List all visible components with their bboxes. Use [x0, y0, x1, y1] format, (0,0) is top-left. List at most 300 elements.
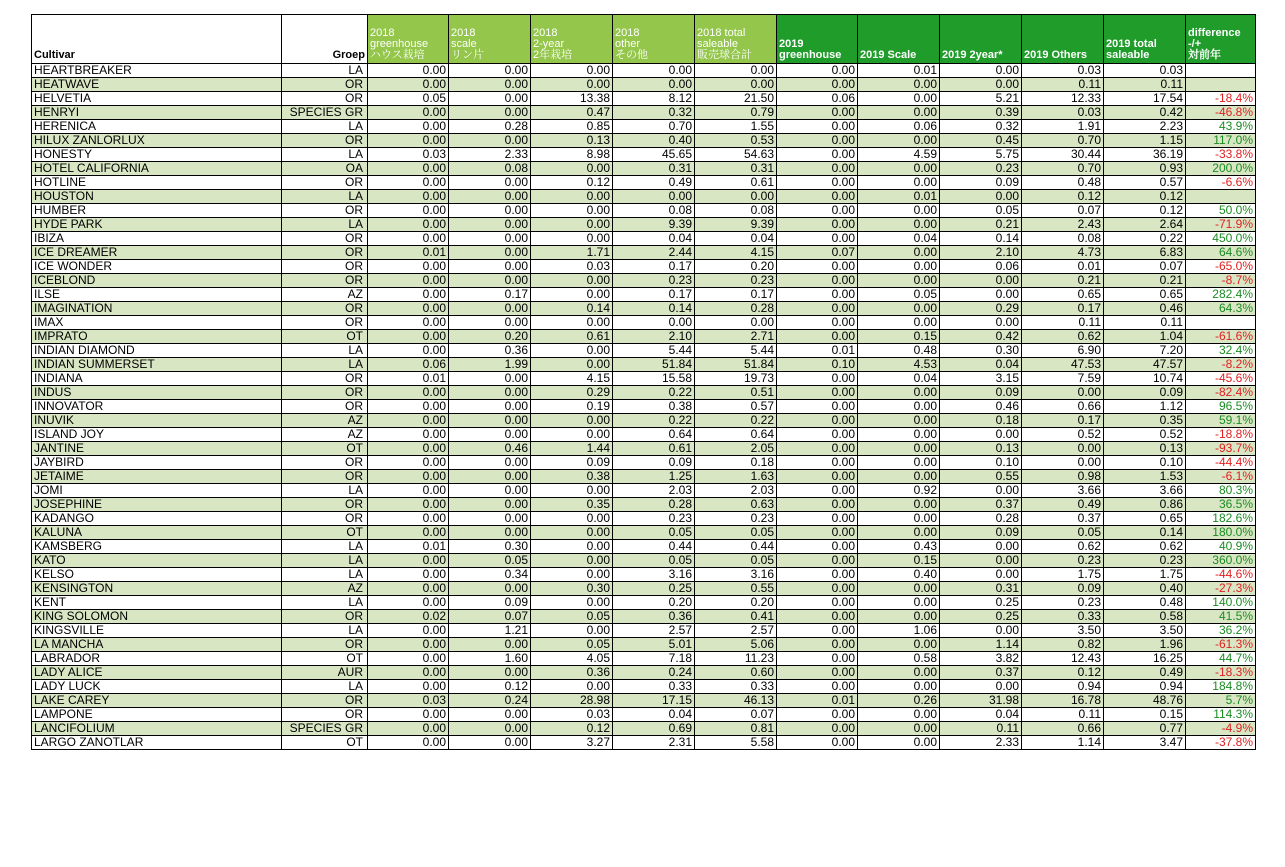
table-row — [32, 176, 1256, 190]
cell-2018-total: 0.61 — [695, 176, 777, 190]
cell-2018-total: 3.16 — [695, 568, 777, 582]
cell-2018-total: 2.05 — [695, 442, 777, 456]
cell-2019-greenhouse: 0.00 — [777, 484, 858, 498]
cell-2019-greenhouse: 0.00 — [777, 218, 858, 232]
cell-cultivar: HONESTY — [32, 148, 282, 162]
cell-2018-greenhouse: 0.00 — [368, 78, 449, 92]
cell-2019-greenhouse: 0.00 — [777, 512, 858, 526]
cell-2018-scale: 1.60 — [449, 652, 531, 666]
cell-2018-scale: 0.00 — [449, 316, 531, 330]
cell-2019-2year: 31.98 — [940, 694, 1022, 708]
cell-2018-2year: 0.13 — [531, 134, 613, 148]
cell-2018-total: 54.63 — [695, 148, 777, 162]
cell-2018-scale: 0.00 — [449, 190, 531, 204]
cell-2019-others: 0.00 — [1022, 386, 1104, 400]
cell-2019-greenhouse: 0.00 — [777, 610, 858, 624]
cell-2019-2year: 0.10 — [940, 456, 1022, 470]
cell-cultivar: LADY LUCK — [32, 680, 282, 694]
table-row — [32, 134, 1256, 148]
cell-2018-greenhouse: 0.03 — [368, 694, 449, 708]
cell-difference: 32.4% — [1186, 344, 1256, 358]
cell-2019-scale: 0.00 — [858, 218, 940, 232]
cell-cultivar: INDIAN DIAMOND — [32, 344, 282, 358]
cell-groep: OR — [282, 400, 368, 414]
cell-2018-2year: 0.09 — [531, 456, 613, 470]
table-row — [32, 344, 1256, 358]
cell-groep: OR — [282, 92, 368, 106]
cell-2018-total: 5.58 — [695, 736, 777, 750]
cell-2019-2year: 0.00 — [940, 190, 1022, 204]
cell-2019-total: 1.15 — [1104, 134, 1186, 148]
cell-2018-2year: 0.00 — [531, 288, 613, 302]
header-line: 2019 Others — [1024, 49, 1087, 61]
cell-2019-2year: 0.42 — [940, 330, 1022, 344]
cell-2019-greenhouse: 0.00 — [777, 624, 858, 638]
cell-2018-2year: 0.00 — [531, 540, 613, 554]
cell-2019-scale: 1.06 — [858, 624, 940, 638]
cell-2019-greenhouse: 0.00 — [777, 666, 858, 680]
table-row — [32, 498, 1256, 512]
cell-2018-greenhouse: 0.00 — [368, 176, 449, 190]
cell-cultivar: INDIAN SUMMERSET — [32, 358, 282, 372]
header-line: -/+ — [1188, 38, 1202, 50]
header-line: 2年栽培 — [533, 49, 573, 61]
cell-2018-greenhouse: 0.00 — [368, 232, 449, 246]
header-line: difference — [1188, 27, 1241, 39]
cell-groep: OT — [282, 526, 368, 540]
cell-2018-other: 0.00 — [613, 64, 695, 78]
cell-2018-total: 0.33 — [695, 680, 777, 694]
cell-difference: 40.9% — [1186, 540, 1256, 554]
table-row — [32, 148, 1256, 162]
cell-difference — [1186, 78, 1256, 92]
cell-2019-scale: 0.00 — [858, 302, 940, 316]
cell-groep: OR — [282, 176, 368, 190]
cell-2019-2year: 0.09 — [940, 526, 1022, 540]
cell-2018-scale: 0.00 — [449, 260, 531, 274]
header-line: ハウス栽培 — [370, 49, 425, 61]
cell-2019-total: 17.54 — [1104, 92, 1186, 106]
header-line: 2019 Scale — [860, 49, 917, 61]
table-row — [32, 232, 1256, 246]
cell-2018-other: 0.32 — [613, 106, 695, 120]
cell-2018-other: 0.00 — [613, 190, 695, 204]
cell-2018-2year: 8.98 — [531, 148, 613, 162]
cell-2018-greenhouse: 0.00 — [368, 330, 449, 344]
cell-groep: AZ — [282, 428, 368, 442]
cell-groep: LA — [282, 680, 368, 694]
cell-2019-2year: 0.05 — [940, 204, 1022, 218]
cell-2018-other: 0.04 — [613, 708, 695, 722]
cell-2019-total: 0.03 — [1104, 64, 1186, 78]
cell-2018-2year: 0.00 — [531, 526, 613, 540]
cell-2019-scale: 4.53 — [858, 358, 940, 372]
cell-2019-total: 16.25 — [1104, 652, 1186, 666]
cell-2018-scale: 0.00 — [449, 526, 531, 540]
cell-2019-total: 0.11 — [1104, 78, 1186, 92]
cell-2018-scale: 0.00 — [449, 176, 531, 190]
cell-groep: LA — [282, 568, 368, 582]
cell-2019-2year: 0.14 — [940, 232, 1022, 246]
table-row — [32, 260, 1256, 274]
cell-2019-scale: 0.00 — [858, 260, 940, 274]
cell-2018-2year: 0.12 — [531, 176, 613, 190]
cell-2018-scale: 0.05 — [449, 554, 531, 568]
cell-cultivar: HOTLINE — [32, 176, 282, 190]
cell-2018-total: 0.05 — [695, 554, 777, 568]
cell-2019-others: 0.01 — [1022, 260, 1104, 274]
cell-2019-total: 47.57 — [1104, 358, 1186, 372]
cell-2019-greenhouse: 0.00 — [777, 232, 858, 246]
cell-2019-2year: 0.04 — [940, 358, 1022, 372]
cell-2018-scale: 0.00 — [449, 218, 531, 232]
cell-2019-others: 0.37 — [1022, 512, 1104, 526]
cell-2019-total: 36.19 — [1104, 148, 1186, 162]
cell-2019-scale: 0.00 — [858, 722, 940, 736]
table-row — [32, 652, 1256, 666]
table-body — [32, 64, 1256, 750]
cell-2019-total: 0.57 — [1104, 176, 1186, 190]
cell-2019-others: 1.91 — [1022, 120, 1104, 134]
cell-2018-greenhouse: 0.00 — [368, 400, 449, 414]
header-row — [32, 15, 1256, 64]
cell-2018-2year: 0.30 — [531, 582, 613, 596]
cell-2018-greenhouse: 0.01 — [368, 246, 449, 260]
cell-2018-2year: 0.14 — [531, 302, 613, 316]
cell-difference: -8.7% — [1186, 274, 1256, 288]
cell-2019-total: 6.83 — [1104, 246, 1186, 260]
cell-2018-greenhouse: 0.02 — [368, 610, 449, 624]
header-line: 2018 — [451, 27, 476, 39]
cell-groep: OR — [282, 512, 368, 526]
cell-2018-greenhouse: 0.05 — [368, 92, 449, 106]
cell-difference: -33.8% — [1186, 148, 1256, 162]
cell-2018-scale: 0.00 — [449, 582, 531, 596]
cell-difference: 184.8% — [1186, 680, 1256, 694]
cell-2018-total: 4.15 — [695, 246, 777, 260]
cell-2019-greenhouse: 0.00 — [777, 274, 858, 288]
cell-difference: -82.4% — [1186, 386, 1256, 400]
cell-2019-greenhouse: 0.00 — [777, 190, 858, 204]
cell-2019-scale: 0.00 — [858, 582, 940, 596]
cell-2018-scale: 0.07 — [449, 610, 531, 624]
cell-2019-2year: 0.55 — [940, 470, 1022, 484]
cell-2018-scale: 0.00 — [449, 92, 531, 106]
cell-2019-scale: 0.00 — [858, 638, 940, 652]
cell-2019-scale: 0.00 — [858, 708, 940, 722]
cell-2019-total: 0.94 — [1104, 680, 1186, 694]
cell-groep: OR — [282, 638, 368, 652]
cell-2019-total: 1.12 — [1104, 400, 1186, 414]
cell-2019-total: 0.35 — [1104, 414, 1186, 428]
cell-2019-2year: 1.14 — [940, 638, 1022, 652]
cell-cultivar: ICEBLOND — [32, 274, 282, 288]
cell-2019-others: 7.59 — [1022, 372, 1104, 386]
cell-2019-others: 47.53 — [1022, 358, 1104, 372]
cell-2018-scale: 0.00 — [449, 372, 531, 386]
cell-difference: 44.7% — [1186, 652, 1256, 666]
cell-2018-scale: 0.00 — [449, 470, 531, 484]
cell-groep: OR — [282, 470, 368, 484]
cell-2019-greenhouse: 0.00 — [777, 64, 858, 78]
cell-difference: 59.1% — [1186, 414, 1256, 428]
cell-2018-scale: 0.24 — [449, 694, 531, 708]
cell-2019-greenhouse: 0.06 — [777, 92, 858, 106]
cell-2019-total: 0.52 — [1104, 428, 1186, 442]
cell-2019-greenhouse: 0.00 — [777, 176, 858, 190]
cell-2019-2year: 2.10 — [940, 246, 1022, 260]
cell-2019-others: 2.43 — [1022, 218, 1104, 232]
cell-groep: LA — [282, 218, 368, 232]
cell-2019-greenhouse: 0.00 — [777, 582, 858, 596]
cell-2019-scale: 0.00 — [858, 246, 940, 260]
cell-2018-total: 0.41 — [695, 610, 777, 624]
cell-2019-others: 0.00 — [1022, 442, 1104, 456]
cell-2018-other: 0.24 — [613, 666, 695, 680]
cell-2018-2year: 0.38 — [531, 470, 613, 484]
cell-2018-total: 0.20 — [695, 596, 777, 610]
cell-2018-total: 0.28 — [695, 302, 777, 316]
table-row — [32, 568, 1256, 582]
cell-2018-other: 0.31 — [613, 162, 695, 176]
cell-2019-greenhouse: 0.00 — [777, 372, 858, 386]
cell-2019-greenhouse: 0.00 — [777, 638, 858, 652]
table-row — [32, 596, 1256, 610]
cell-cultivar: IMAX — [32, 316, 282, 330]
cell-2019-2year: 0.31 — [940, 582, 1022, 596]
cell-2019-total: 0.10 — [1104, 456, 1186, 470]
cell-groep: OR — [282, 204, 368, 218]
cell-2018-greenhouse: 0.00 — [368, 190, 449, 204]
cell-2018-scale: 0.00 — [449, 414, 531, 428]
cell-difference: 80.3% — [1186, 484, 1256, 498]
cell-cultivar: LANCIFOLIUM — [32, 722, 282, 736]
cell-2019-2year: 5.75 — [940, 148, 1022, 162]
cell-2019-scale: 0.15 — [858, 330, 940, 344]
cell-2019-2year: 0.00 — [940, 554, 1022, 568]
cell-2019-scale: 0.00 — [858, 78, 940, 92]
cell-2019-scale: 0.00 — [858, 470, 940, 484]
cell-2019-2year: 5.21 — [940, 92, 1022, 106]
cell-2019-2year: 0.13 — [940, 442, 1022, 456]
cell-2019-greenhouse: 0.00 — [777, 316, 858, 330]
cell-2018-total: 0.18 — [695, 456, 777, 470]
cell-cultivar: KING SOLOMON — [32, 610, 282, 624]
cell-2019-greenhouse: 0.00 — [777, 680, 858, 694]
cell-2018-greenhouse: 0.00 — [368, 666, 449, 680]
cell-2018-greenhouse: 0.01 — [368, 540, 449, 554]
header-line: 2018 — [615, 27, 640, 39]
cell-2018-scale: 0.28 — [449, 120, 531, 134]
cell-cultivar: JANTINE — [32, 442, 282, 456]
cell-2018-scale: 0.00 — [449, 274, 531, 288]
header-line: other — [615, 38, 641, 50]
cell-2019-greenhouse: 0.00 — [777, 162, 858, 176]
cell-2019-greenhouse: 0.00 — [777, 652, 858, 666]
cell-2019-others: 0.12 — [1022, 666, 1104, 680]
cell-2018-scale: 0.00 — [449, 512, 531, 526]
cell-cultivar: INNOVATOR — [32, 400, 282, 414]
cell-2018-2year: 28.98 — [531, 694, 613, 708]
cell-difference: 43.9% — [1186, 120, 1256, 134]
cell-2018-total: 0.00 — [695, 64, 777, 78]
cell-2019-others: 0.82 — [1022, 638, 1104, 652]
cell-2019-greenhouse: 0.00 — [777, 302, 858, 316]
cell-2018-greenhouse: 0.06 — [368, 358, 449, 372]
cell-2018-total: 0.00 — [695, 78, 777, 92]
cell-2019-others: 12.33 — [1022, 92, 1104, 106]
cell-difference: 5.7% — [1186, 694, 1256, 708]
cell-2018-2year: 0.00 — [531, 162, 613, 176]
cell-2019-others: 0.11 — [1022, 316, 1104, 330]
cell-2019-scale: 0.00 — [858, 610, 940, 624]
cell-2019-scale: 0.40 — [858, 568, 940, 582]
header-line: リン片 — [451, 49, 484, 61]
cell-2018-greenhouse: 0.00 — [368, 316, 449, 330]
table-row — [32, 288, 1256, 302]
cell-2019-total: 1.53 — [1104, 470, 1186, 484]
cell-groep: LA — [282, 344, 368, 358]
cell-2018-scale: 0.00 — [449, 638, 531, 652]
cell-2018-total: 0.00 — [695, 190, 777, 204]
cell-groep: OR — [282, 708, 368, 722]
table-row — [32, 92, 1256, 106]
cell-cultivar: LAKE CAREY — [32, 694, 282, 708]
cell-2018-scale: 0.00 — [449, 106, 531, 120]
cell-2019-total: 10.74 — [1104, 372, 1186, 386]
header-2018-greenhouse — [368, 15, 449, 64]
cell-2019-others: 0.11 — [1022, 708, 1104, 722]
table-row — [32, 162, 1256, 176]
cell-2019-2year: 0.25 — [940, 610, 1022, 624]
table-row — [32, 722, 1256, 736]
cell-2019-total: 3.50 — [1104, 624, 1186, 638]
cell-2019-scale: 0.00 — [858, 442, 940, 456]
cell-2018-total: 0.55 — [695, 582, 777, 596]
cell-2019-scale: 0.15 — [858, 554, 940, 568]
cell-2019-total: 0.07 — [1104, 260, 1186, 274]
cell-2019-others: 16.78 — [1022, 694, 1104, 708]
cell-2018-greenhouse: 0.01 — [368, 372, 449, 386]
cell-2018-other: 0.33 — [613, 680, 695, 694]
cell-groep: OT — [282, 442, 368, 456]
cell-2018-other: 0.38 — [613, 400, 695, 414]
cell-groep: OR — [282, 302, 368, 316]
cell-2018-2year: 0.47 — [531, 106, 613, 120]
cell-2019-others: 0.52 — [1022, 428, 1104, 442]
cell-2018-2year: 0.00 — [531, 414, 613, 428]
table-row — [32, 610, 1256, 624]
cell-2018-2year: 3.27 — [531, 736, 613, 750]
table-row — [32, 736, 1256, 750]
cell-2018-greenhouse: 0.00 — [368, 652, 449, 666]
cell-2019-total: 0.86 — [1104, 498, 1186, 512]
cell-difference: 282.4% — [1186, 288, 1256, 302]
cell-2019-others: 0.23 — [1022, 596, 1104, 610]
cell-2019-greenhouse: 0.00 — [777, 330, 858, 344]
table-row — [32, 106, 1256, 120]
cell-2019-others: 0.65 — [1022, 288, 1104, 302]
cell-difference: -61.3% — [1186, 638, 1256, 652]
cell-2018-scale: 0.20 — [449, 330, 531, 344]
cell-2019-scale: 0.00 — [858, 512, 940, 526]
cell-2018-2year: 0.19 — [531, 400, 613, 414]
cell-groep: OR — [282, 78, 368, 92]
table-row — [32, 540, 1256, 554]
cell-2018-other: 2.44 — [613, 246, 695, 260]
cell-2019-greenhouse: 0.00 — [777, 568, 858, 582]
cell-2019-total: 0.49 — [1104, 666, 1186, 680]
cell-2018-greenhouse: 0.00 — [368, 498, 449, 512]
cell-difference: 41.5% — [1186, 610, 1256, 624]
cell-2019-2year: 0.37 — [940, 666, 1022, 680]
cell-difference: 36.2% — [1186, 624, 1256, 638]
cell-2019-scale: 0.00 — [858, 456, 940, 470]
cell-2018-total: 5.06 — [695, 638, 777, 652]
table-row — [32, 526, 1256, 540]
cell-2018-greenhouse: 0.00 — [368, 624, 449, 638]
cell-2018-other: 2.03 — [613, 484, 695, 498]
cell-2019-total: 2.64 — [1104, 218, 1186, 232]
header-2019-others — [1022, 15, 1104, 64]
cell-2019-2year: 0.45 — [940, 134, 1022, 148]
header-difference — [1186, 15, 1256, 64]
cell-2019-greenhouse: 0.00 — [777, 106, 858, 120]
cell-difference: -27.3% — [1186, 582, 1256, 596]
cell-2019-greenhouse: 0.00 — [777, 260, 858, 274]
header-line: Cultivar — [34, 49, 75, 61]
table-row — [32, 302, 1256, 316]
cell-difference: -37.8% — [1186, 736, 1256, 750]
cell-groep: OR — [282, 610, 368, 624]
cell-groep: OR — [282, 134, 368, 148]
cell-2019-greenhouse: 0.00 — [777, 414, 858, 428]
cell-2019-2year: 0.37 — [940, 498, 1022, 512]
cell-2018-total: 0.23 — [695, 274, 777, 288]
cell-cultivar: LARGO ZANOTLAR — [32, 736, 282, 750]
cell-2018-other: 0.36 — [613, 610, 695, 624]
cell-2019-greenhouse: 0.00 — [777, 288, 858, 302]
cell-2018-total: 2.71 — [695, 330, 777, 344]
cell-difference: -71.9% — [1186, 218, 1256, 232]
cell-2018-2year: 0.00 — [531, 78, 613, 92]
header-line: その他 — [615, 49, 648, 61]
cell-groep: OT — [282, 652, 368, 666]
cell-2018-2year: 0.00 — [531, 218, 613, 232]
cell-2019-2year: 0.09 — [940, 386, 1022, 400]
cell-2019-total: 2.23 — [1104, 120, 1186, 134]
table-row — [32, 204, 1256, 218]
cell-cultivar: HENRYI — [32, 106, 282, 120]
cell-cultivar: INDIANA — [32, 372, 282, 386]
cell-difference: 450.0% — [1186, 232, 1256, 246]
table-row — [32, 78, 1256, 92]
cell-difference: -18.3% — [1186, 666, 1256, 680]
cell-groep: AZ — [282, 288, 368, 302]
cell-difference: 180.0% — [1186, 526, 1256, 540]
cell-2018-2year: 0.00 — [531, 428, 613, 442]
cell-2019-others: 0.07 — [1022, 204, 1104, 218]
table-row — [32, 512, 1256, 526]
cell-2019-greenhouse: 0.00 — [777, 526, 858, 540]
cell-cultivar: LAMPONE — [32, 708, 282, 722]
cell-2018-2year: 1.71 — [531, 246, 613, 260]
table-row — [32, 358, 1256, 372]
cell-2019-scale: 0.00 — [858, 92, 940, 106]
table-row — [32, 386, 1256, 400]
cell-difference: -18.4% — [1186, 92, 1256, 106]
cell-2018-other: 3.16 — [613, 568, 695, 582]
